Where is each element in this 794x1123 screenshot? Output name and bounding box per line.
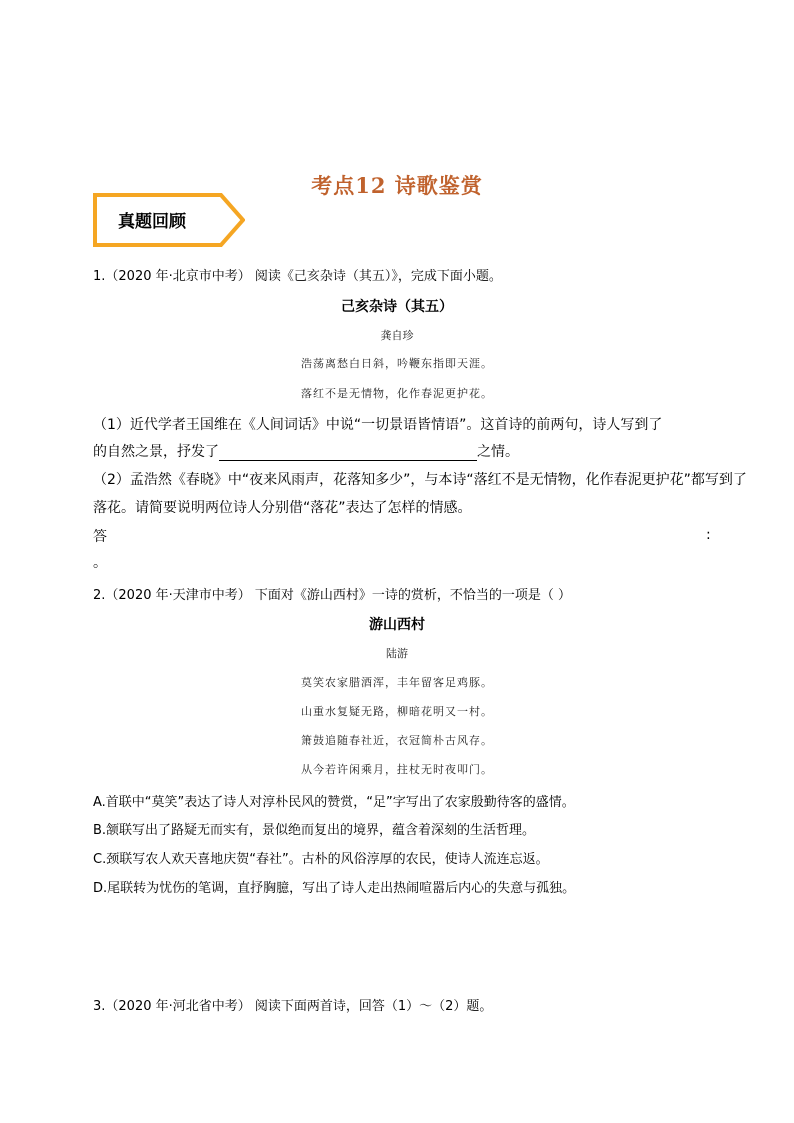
- q2-poem-author: 陆游: [386, 647, 408, 660]
- option-a: A.首联中“莫笑”表达了诗人对淳朴民风的赞赏，“足”字写出了农家殷勤待客的盛情。: [93, 795, 575, 810]
- q1-sub1-prefix: 的自然之景，抒发了: [93, 444, 219, 460]
- q1-sub1-suffix: 之情。: [477, 444, 519, 460]
- q1-sub2-text-2: 落花。请简要说明两位诗人分别借“落花”表达了怎样的情感。: [93, 500, 472, 516]
- answer-end-mark: 。: [93, 555, 107, 571]
- q2-poem-line: 从今若许闲乘月，拄杖无时夜叩门。: [301, 763, 493, 776]
- answer-colon: :: [706, 527, 711, 543]
- q1-poem-author: 龚自珍: [380, 329, 414, 342]
- q2-poem-title: 游山西村: [369, 617, 425, 633]
- option-d: D.尾联转为忧伤的笔调，直抒胸臆，写出了诗人走出热闹喧嚣后内心的失意与孤独。: [93, 881, 576, 896]
- q1-sub2-text: （2）孟浩然《春晓》中“夜来风雨声，花落知多少”，与本诗“落红不是无情物，化作春泥更护花”都写到了: [93, 472, 747, 488]
- question-3-stem: 3.（2020 年·河北省中考） 阅读下面两首诗，回答（1）～（2）题。: [93, 999, 493, 1014]
- answer-label: 答: [93, 529, 107, 545]
- q2-poem-line: 山重水复疑无路，柳暗花明又一村。: [301, 705, 493, 718]
- q1-poem-line: 落红不是无情物，化作春泥更护花。: [301, 387, 493, 400]
- q2-poem-line: 箫鼓追随春社近，衣冠简朴古风存。: [301, 734, 493, 747]
- q1-sub1-text: （1）近代学者王国维在《人间词话》中说“一切景语皆情语”。这首诗的前两句，诗人写到了: [93, 417, 663, 433]
- q2-poem-line: 莫笑农家腊酒浑，丰年留客足鸡豚。: [301, 676, 493, 689]
- option-c: C.颈联写农人欢天喜地庆贺“春社”。古朴的风俗淳厚的农民，使诗人流连忘返。: [93, 852, 549, 867]
- banner-label: 真题回顾: [118, 212, 186, 232]
- question-1-stem: 1.（2020 年·北京市中考） 阅读《己亥杂诗（其五）》，完成下面小题。: [93, 269, 502, 284]
- q1-poem-title: 己亥杂诗（其五）: [341, 299, 453, 315]
- question-2-stem: 2.（2020 年·天津市中考） 下面对《游山西村》一诗的赏析，不恰当的一项是（ ）: [93, 588, 572, 603]
- q1-sub1-text-2: [93, 441, 519, 461]
- answer-blank[interactable]: [219, 446, 477, 461]
- option-b: B.颔联写出了路疑无而实有，景似绝而复出的境界，蕴含着深刻的生活哲理。: [93, 823, 536, 838]
- page-title: 考点12 诗歌鉴赏: [311, 173, 483, 198]
- q1-poem-line: 浩荡离愁白日斜，吟鞭东指即天涯。: [301, 357, 493, 370]
